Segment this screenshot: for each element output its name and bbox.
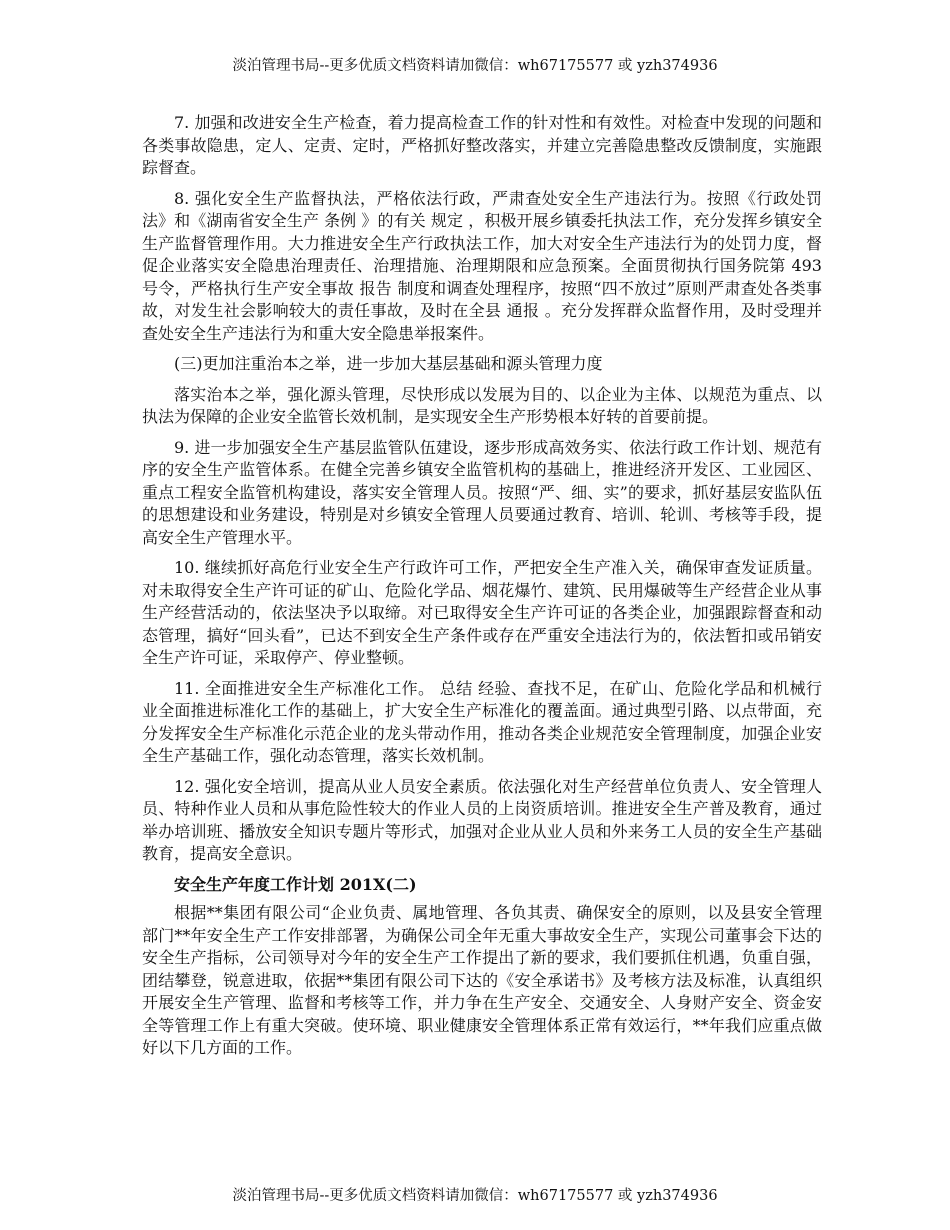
paragraph-item-9: 9. 进一步加强安全生产基层监管队伍建设，逐步形成高效务实、依法行政工作计划、规范有序的安全生产监管体系。在健全完善乡镇安全监管机构的基础上，推进经济开发区、工业园区、重点工程安全监管机构建设，落实安全管理人员。按照“严、细、实”的要求，抓好基层安监队伍的思想建设和业务建设，特别是对乡镇安全管理人员要通过教育、培训、轮训、考核等手段，提高安全生产管理水平。 <box>142 437 822 547</box>
paragraph-item-11: 11. 全面推进安全生产标准化工作。 总结 经验、查找不足，在矿山、危险化学品和机械行业全面推进标准化工作的基础上，扩大安全生产标准化的覆盖面。通过典型引路、以点带面，充分发挥安全生产标准化示范企业的龙头带动作用，推动各类企业规范安全管理制度，加强企业安全生产基础工作，强化动态管理，落实长效机制。 <box>142 678 822 765</box>
page-header: 淡泊管理书局--更多优质文档资料请加微信：wh67175577 或 yzh374936 <box>232 58 718 74</box>
paragraph-item-8: 8. 强化安全生产监督执法，严格依法行政，严肃查处安全生产违法行为。按照《行政处罚法》和《湖南省安全生产 条例 》的有关 规定 ，积极开展乡镇委托执法工作，充分发挥乡镇安全生产监督管理作用。大力推进安全生产行政执法工作，加大对安全生产违法行为的处罚力度，督促企业落实安全隐患治理责任、治理措施、治理期限和应急预案。全面贯彻执行国务院第 493 号令，严格执行生产安全事故 报告 制度和调查处理程序，按照“四不放过”原则严肃查处各类事故，对发生社会影响较大的责任事故，及时在全县 通报 。充分发挥群众监督作用，及时受理并查处安全生产违法行为和重大安全隐患举报案件。 <box>142 188 822 343</box>
paragraph-item-7: 7. 加强和改进安全生产检查，着力提高检查工作的针对性和有效性。对检查中发现的问题和各类事故隐患，定人、定责、定时，严格抓好整改落实，并建立完善隐患整改反馈制度，实施跟踪督查。 <box>142 113 822 177</box>
plan-title: 安全生产年度工作计划 201X(二) <box>174 874 417 894</box>
paragraph-item-10: 10. 继续抓好高危行业安全生产行政许可工作，严把安全生产准入关，确保审查发证质量。对未取得安全生产许可证的矿山、危险化学品、烟花爆竹、建筑、民用爆破等生产经营企业从事生产经营活动的，依法坚决予以取缔。对已取得安全生产许可证的各类企业，加强跟踪督查和动态管理，搞好“回头看”，已达不到安全生产条件或存在严重安全违法行为的，依法暂扣或吊销安全生产许可证，采取停产、停业整顿。 <box>142 558 822 667</box>
document-body <box>142 112 822 1068</box>
paragraph-item-12: 12. 强化安全培训，提高从业人员安全素质。依法强化对生产经营单位负责人、安全管理人员、特种作业人员和从事危险性较大的作业人员的上岗资质培训。推进安全生产普及教育，通过举办培训班、播放安全知识专题片等形式，加强对企业从业人员和外来务工人员的安全生产基础教育，提高安全意识。 <box>142 776 822 863</box>
plan-intro: 根据**集团有限公司“企业负责、属地管理、各负其责、确保安全的原则，以及县安全管理部门**年安全生产工作安排部署，为确保公司全年无重大事故安全生产，实现公司董事会下达的安全生产指标，公司领导对今年的安全生产工作提出了新的要求，我们要抓住机遇，负重自强，团结攀登，锐意进取，依据**集团有限公司下达的《安全承诺书》及考核方法及标准，认真组织开展安全生产管理、监督和考核等工作，并力争在生产安全、交通安全、人身财产安全、资金安全等管理工作上有重大突破。使环境、职业健康安全管理体系正常有效运行，**年我们应重点做好以下几方面的工作。 <box>142 903 822 1057</box>
section-3-intro: 落实治本之举，强化源头管理，尽快形成以发展为目的、以企业为主体、以规范为重点、以执法为保障的企业安全监管长效机制，是实现安全生产形势根本好转的首要前提。 <box>142 384 822 426</box>
section-heading-3: (三)更加注重治本之举，进一步加大基层基础和源头管理力度 <box>174 354 603 373</box>
page-footer: 淡泊管理书局--更多优质文档资料请加微信：wh67175577 或 yzh374936 <box>232 1188 718 1204</box>
